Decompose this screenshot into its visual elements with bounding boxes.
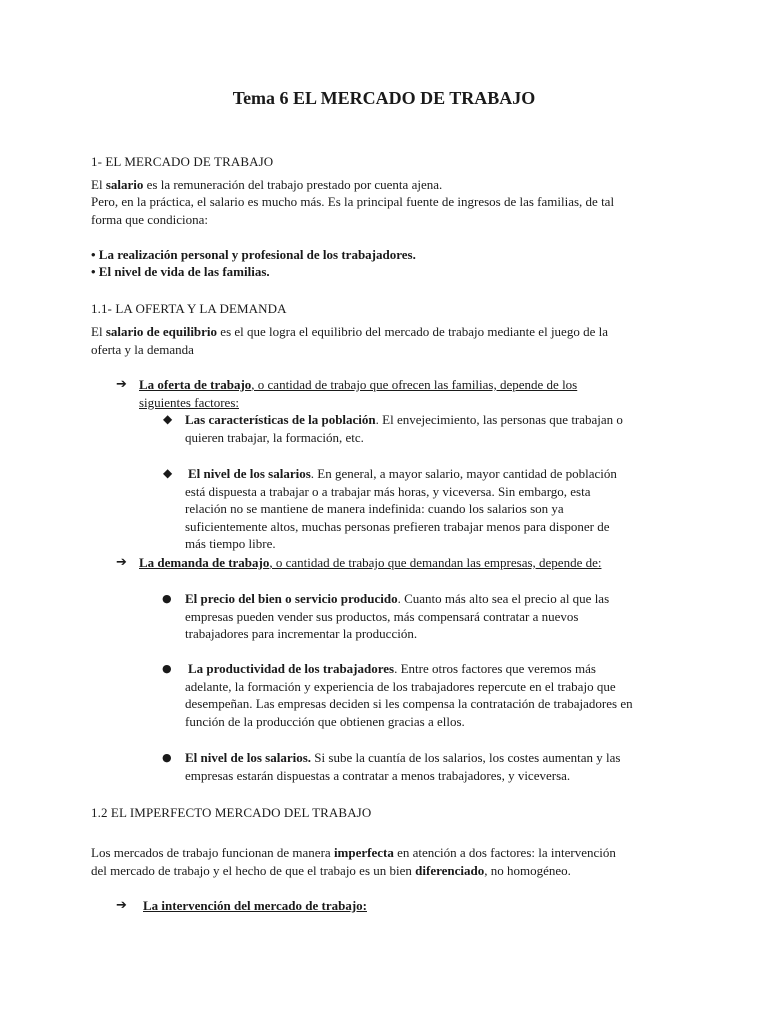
paragraph-salario-practica: Pero, en la práctica, el salario es mucho más. Es la principal fuente de ingresos de las familias, de tal forma que condiciona:	[91, 194, 615, 227]
section-heading-imperfecto-mercado: 1.2 EL IMPERFECTO MERCADO DEL TRABAJO	[91, 805, 372, 820]
dot-bullet-icon: ●	[162, 592, 172, 605]
factor-nivel-salarios-oferta: El nivel de los salarios. En general, a mayor salario, mayor cantidad de población está dispuesta a trabajar o a trabajar más horas, y viceversa. Sin embargo, esta relación no se mantiene de manera indefinida: cuando los salarios son ya suficientemente altos, muchas personas prefieren trabajar menos para disponer de más tiempo libre.	[185, 466, 617, 551]
factor-caracteristicas-poblacion: Las características de la población. El envejecimiento, las personas que trabajan o quieren trabajar, la formación, etc.	[185, 412, 623, 445]
section-heading-mercado-de-trabajo: 1- EL MERCADO DE TRABAJO	[91, 154, 274, 169]
factor-precio-bien: El precio del bien o servicio producido. Cuanto más alto sea el precio al que las empresas pueden vender sus productos, más compensará contratar a nuevos trabajadores para incrementar la producción.	[185, 591, 610, 641]
paragraph-salario: El salario es la remuneración del trabajo prestado por cuenta ajena.	[91, 177, 443, 192]
arrow-icon: ➔	[116, 555, 127, 570]
factor-productividad: La productividad de los trabajadores. Entre otros factores que veremos más adelante, la formación y experiencia de los trabajadores repercute en el trabajo que desempeñan. Las empresas deciden si les compensa la contratación de trabajadores en función de la producción que obtienen gracias a ellos.	[185, 661, 633, 729]
factor-nivel-salarios-demanda: El nivel de los salarios. Si sube la cuantía de los salarios, los costes aumentan y las empresas estarán dispuestas a contratar a menos trabajadores, y viceversa.	[185, 750, 621, 783]
intervencion-mercado-item: La intervención del mercado de trabajo:	[143, 898, 367, 913]
bullet-nivel-de-vida: • El nivel de vida de las familias.	[91, 264, 270, 279]
dot-bullet-icon: ●	[162, 751, 172, 764]
paragraph-salario-equilibrio: El salario de equilibrio es el que logra el equilibrio del mercado de trabajo mediante el juego de la oferta y la demanda	[91, 324, 608, 357]
demanda-de-trabajo-item: La demanda de trabajo, o cantidad de trabajo que demandan las empresas, depende de:	[139, 555, 602, 570]
paragraph-mercados-imperfectos: Los mercados de trabajo funcionan de manera imperfecta en atención a dos factores: la intervención del mercado de trabajo y el hecho de que el trabajo es un bien diferenciado, no homogéneo.	[91, 845, 616, 878]
document-title: Tema 6 EL MERCADO DE TRABAJO	[232, 88, 536, 108]
section-heading-oferta-demanda: 1.1- LA OFERTA Y LA DEMANDA	[91, 301, 287, 316]
oferta-de-trabajo-item: La oferta de trabajo, o cantidad de trabajo que ofrecen las familias, depende de los siguientes factores:	[139, 377, 578, 410]
arrow-icon: ➔	[116, 898, 127, 913]
dot-bullet-icon: ●	[162, 662, 172, 675]
arrow-icon: ➔	[116, 377, 127, 392]
diamond-bullet-icon: ◆	[163, 466, 173, 480]
bullet-realizacion: • La realización personal y profesional de los trabajadores.	[91, 247, 416, 262]
diamond-bullet-icon: ◆	[163, 412, 173, 426]
